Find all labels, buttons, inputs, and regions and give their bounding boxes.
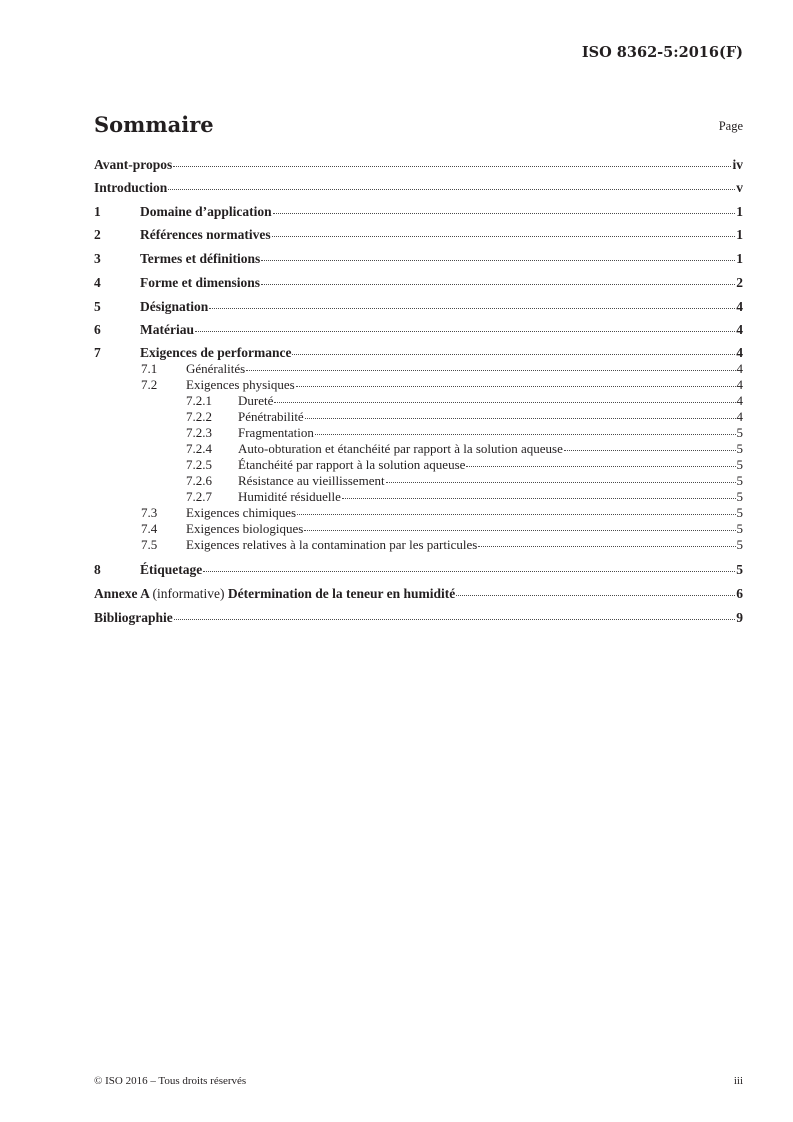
toc-entry-page: 4 xyxy=(736,299,743,314)
toc-entry-number: 3 xyxy=(94,251,101,266)
toc-entry-bibliographie[interactable] xyxy=(94,610,743,625)
toc-entry-page: 5 xyxy=(736,537,743,552)
toc-entry-7-2-1[interactable] xyxy=(94,393,743,408)
dot-leader xyxy=(273,212,736,214)
toc-entry-number: 7.1 xyxy=(141,361,158,376)
toc-entry-2[interactable] xyxy=(94,227,743,242)
toc-entry-title: Introduction xyxy=(94,180,168,195)
dot-leader xyxy=(173,165,731,167)
toc-entry-number: 7.2.5 xyxy=(186,457,212,472)
annex-title: Détermination de la teneur en humidité xyxy=(227,586,456,601)
toc-entry-introduction[interactable] xyxy=(94,180,743,195)
toc-entry-title: Exigences biologiques xyxy=(186,521,304,536)
dot-leader xyxy=(261,283,735,285)
toc-entry-title: Bibliographie xyxy=(94,610,173,625)
toc-entry-title: Résistance au vieillissement xyxy=(238,473,385,488)
toc-entry-7-2-6[interactable] xyxy=(94,473,743,488)
dot-leader xyxy=(261,259,735,261)
toc-entry-title: Exigences relatives à la contamination par les particules xyxy=(186,537,478,552)
dot-leader xyxy=(292,353,735,355)
toc-entry-number: 4 xyxy=(94,275,101,290)
toc-entry-7[interactable] xyxy=(94,345,743,360)
toc-entry-number: 7.2.3 xyxy=(186,425,212,440)
toc-entry-number: 5 xyxy=(94,299,101,314)
toc-entry-page: 5 xyxy=(736,425,743,440)
toc-entry-page: 5 xyxy=(736,562,743,577)
toc-entry-page: 5 xyxy=(736,521,743,536)
annex-prefix: Annexe A xyxy=(94,586,150,601)
toc-entry-page: 5 xyxy=(736,457,743,472)
toc-entry-title: Exigences physiques xyxy=(186,377,295,392)
dot-leader xyxy=(564,449,736,451)
toc-entry-page: 4 xyxy=(736,345,743,360)
toc-entry-page: iv xyxy=(732,157,743,172)
toc-entry-number: 7.2.6 xyxy=(186,473,212,488)
toc-entry-page: 4 xyxy=(736,409,743,424)
toc-entry-number: 7.2.2 xyxy=(186,409,212,424)
toc-entry-title: Généralités xyxy=(186,361,246,376)
toc-entry-title: Domaine d’application xyxy=(140,204,272,219)
toc-entry-page: 1 xyxy=(736,227,743,242)
toc-entry-page: 5 xyxy=(736,489,743,504)
toc-entry-7-2-4[interactable] xyxy=(94,441,743,456)
annex-qualifier: (informative) xyxy=(152,586,225,601)
toc-entry-title: Forme et dimensions xyxy=(140,275,260,290)
dot-leader xyxy=(272,235,736,237)
toc-entry-avant-propos[interactable] xyxy=(94,157,743,172)
toc-entry-number: 1 xyxy=(94,204,101,219)
toc-entry-annex-a[interactable] xyxy=(94,586,743,601)
toc-entry-page: 5 xyxy=(736,473,743,488)
toc-entry-number: 7.2 xyxy=(141,377,158,392)
toc-entry-number: 2 xyxy=(94,227,101,242)
toc-entry-7-5[interactable] xyxy=(94,537,743,552)
toc-entry-page: 1 xyxy=(736,251,743,266)
toc-entry-title: Étanchéité par rapport à la solution aqueuse xyxy=(238,457,466,472)
toc-entry-8[interactable] xyxy=(94,562,743,577)
toc-entry-page: 4 xyxy=(736,377,743,392)
dot-leader xyxy=(246,369,735,371)
toc-entry-title: Auto-obturation et étanchéité par rapport à la solution aqueuse xyxy=(238,441,563,456)
dot-leader xyxy=(297,513,735,515)
toc-entry-title: Termes et définitions xyxy=(140,251,261,266)
dot-leader xyxy=(274,401,735,403)
toc-entry-title xyxy=(94,586,455,601)
toc-entry-page: 2 xyxy=(736,275,743,290)
toc-entry-title: Désignation xyxy=(140,299,209,314)
toc-entry-7-2[interactable] xyxy=(94,377,743,392)
toc-entry-title: Pénétrabilité xyxy=(238,409,304,424)
dot-leader xyxy=(304,529,735,531)
toc-entry-title: Étiquetage xyxy=(140,562,203,577)
dot-leader xyxy=(386,481,736,483)
toc-entry-page: 5 xyxy=(736,505,743,520)
toc-entry-4[interactable] xyxy=(94,275,743,290)
toc-entry-7-2-3[interactable] xyxy=(94,425,743,440)
standard-reference: ISO 8362-5:2016(F) xyxy=(581,44,743,61)
toc-entry-number: 7.2.7 xyxy=(186,489,212,504)
dot-leader xyxy=(305,417,736,419)
toc-entry-number: 8 xyxy=(94,562,101,577)
toc-entry-page: v xyxy=(736,180,743,195)
toc-entry-page: 6 xyxy=(736,586,743,601)
toc-entry-title: Références normatives xyxy=(140,227,271,242)
toc-entry-title: Humidité résiduelle xyxy=(238,489,341,504)
toc-entry-7-1[interactable] xyxy=(94,361,743,376)
toc-entry-title: Exigences chimiques xyxy=(186,505,297,520)
toc-entry-page: 5 xyxy=(736,441,743,456)
toc-entry-number: 7.5 xyxy=(141,537,158,552)
dot-leader xyxy=(466,465,735,467)
dot-leader xyxy=(209,307,735,309)
toc-entry-7-3[interactable] xyxy=(94,505,743,520)
toc-entry-number: 7.2.1 xyxy=(186,393,212,408)
toc-entry-3[interactable] xyxy=(94,251,743,266)
toc-entry-title: Matériau xyxy=(140,322,194,337)
toc-entry-number: 7 xyxy=(94,345,101,360)
toc-entry-6[interactable] xyxy=(94,322,743,337)
toc-entry-number: 7.2.4 xyxy=(186,441,212,456)
toc-entry-7-2-5[interactable] xyxy=(94,457,743,472)
dot-leader xyxy=(342,497,736,499)
dot-leader xyxy=(456,594,735,596)
toc-entry-page: 9 xyxy=(736,610,743,625)
toc-entry-title: Exigences de performance xyxy=(140,345,292,360)
toc-entry-page: 4 xyxy=(736,322,743,337)
dot-leader xyxy=(174,618,735,620)
toc-entry-1[interactable] xyxy=(94,204,743,219)
dot-leader xyxy=(195,330,735,332)
dot-leader xyxy=(168,188,735,190)
dot-leader xyxy=(315,433,736,435)
footer-copyright: © ISO 2016 – Tous droits réservés xyxy=(94,1075,247,1087)
toc-entry-page: 4 xyxy=(736,393,743,408)
toc-entry-page: 1 xyxy=(736,204,743,219)
dot-leader xyxy=(478,545,735,547)
toc-entry-7-2-2[interactable] xyxy=(94,409,743,424)
toc-entry-title: Dureté xyxy=(238,393,274,408)
dot-leader xyxy=(203,570,735,572)
toc-entry-5[interactable] xyxy=(94,299,743,314)
toc-entry-number: 7.3 xyxy=(141,505,158,520)
dot-leader xyxy=(296,385,736,387)
page-column-label: Page xyxy=(718,119,743,133)
toc-entry-7-2-7[interactable] xyxy=(94,489,743,504)
toc-entry-number: 6 xyxy=(94,322,101,337)
toc-heading: Sommaire xyxy=(94,112,214,137)
toc-entry-7-4[interactable] xyxy=(94,521,743,536)
toc-entry-title: Avant-propos xyxy=(94,157,173,172)
toc-entry-number: 7.4 xyxy=(141,521,158,536)
toc-entry-page: 4 xyxy=(736,361,743,376)
footer-page-number: iii xyxy=(733,1075,743,1087)
toc-entry-title: Fragmentation xyxy=(238,425,314,440)
